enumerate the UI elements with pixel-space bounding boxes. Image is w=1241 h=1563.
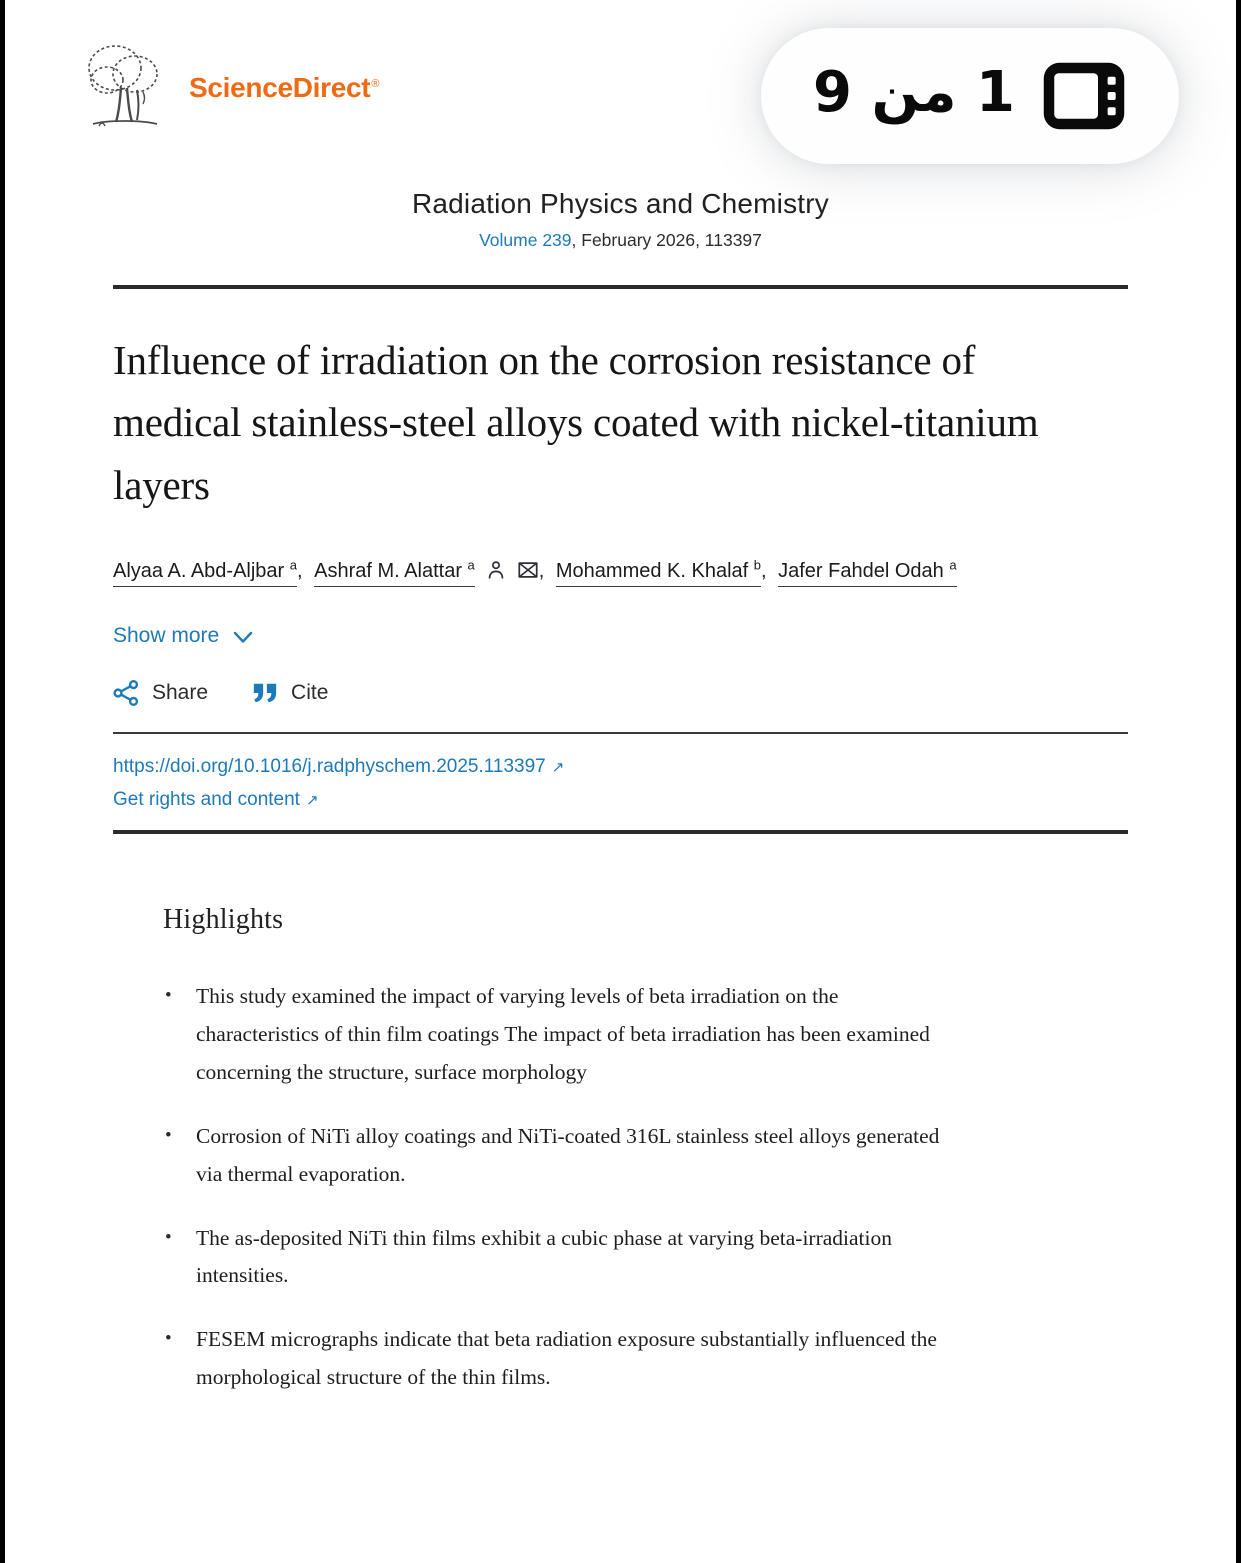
share-icon	[113, 680, 139, 706]
journal-header	[0, 188, 1241, 251]
highlight-item: • This study examined the impact of varying levels of beta irradiation on the characteristics of thin film coatings The impact of beta irradiation has been examined concerning the structure, surface morphology	[163, 978, 963, 1091]
chevron-down-icon	[233, 631, 253, 644]
person-icon[interactable]	[485, 559, 507, 581]
share-button[interactable]	[113, 680, 208, 706]
screen-right-edge	[1236, 0, 1241, 1563]
highlight-item: • The as-deposited NiTi thin films exhibit a cubic phase at varying beta-irradiation intensities.	[163, 1220, 963, 1296]
highlight-item: • FESEM micrographs indicate that beta radiation exposure substantially influenced the morphological structure of the thin films.	[163, 1321, 963, 1397]
author-link[interactable]: Ashraf M. Alattar $^a$	[314, 560, 539, 582]
article-main	[0, 285, 1241, 1397]
doi-link[interactable]: https://doi.org/10.1016/j.radphyschem.2025.113397 ↗	[113, 755, 565, 777]
brand-wordmark: ScienceDirect®	[189, 72, 380, 103]
share-label: Share	[152, 680, 209, 704]
author-separator: ,	[297, 559, 309, 582]
author-separator: ,	[538, 559, 550, 582]
reader-pages-icon	[1041, 61, 1127, 131]
page-indicator-label: 1 من 9	[813, 60, 1015, 125]
action-bar	[113, 680, 1128, 706]
journal-title: Radiation Physics and Chemistry	[411, 188, 830, 219]
cite-label: Cite	[291, 680, 329, 704]
show-more-button[interactable]	[113, 624, 253, 648]
author-list	[113, 552, 1128, 590]
highlights-list	[163, 978, 963, 1396]
registered-mark: ®	[371, 77, 380, 90]
article-title: Influence of irradiation on the corrosion resistance of medical stainless-steel alloys coated with nickel-titanium layers	[113, 337, 1039, 508]
author-link[interactable]: Alyaa A. Abd-Aljbar $^a$	[113, 560, 297, 587]
author-separator: ,	[761, 559, 773, 582]
doi-links-block	[113, 750, 1128, 817]
mid-rule	[113, 732, 1128, 734]
elsevier-tree-logo	[85, 42, 163, 134]
author-link[interactable]: Mohammed K. Khalaf $^b$	[556, 560, 761, 587]
cite-button[interactable]	[252, 680, 328, 706]
external-link-icon: ↗	[305, 791, 319, 810]
sciencedirect-logo[interactable]	[85, 42, 379, 134]
envelope-icon[interactable]	[517, 559, 539, 581]
highlight-item: • Corrosion of NiTi alloy coatings and NiTi-coated 316L stainless steel alloys generated via thermal evaporation.	[163, 1118, 963, 1194]
page-indicator-pill[interactable]	[761, 28, 1179, 164]
journal-issue-line	[0, 230, 1241, 251]
highlights-section	[113, 904, 1128, 1396]
cite-quote-icon	[252, 680, 278, 706]
author-link[interactable]: Jafer Fahdel Odah $^a$	[778, 560, 956, 587]
rights-and-content-link[interactable]: Get rights and content ↗	[113, 789, 319, 811]
highlights-heading: Highlights	[163, 904, 284, 936]
bottom-rule	[113, 830, 1128, 834]
top-rule	[113, 285, 1128, 289]
external-link-icon: ↗	[551, 757, 565, 776]
volume-link[interactable]: Volume 239	[479, 230, 572, 250]
page-header	[0, 0, 1241, 170]
show-more-label: Show more	[113, 623, 220, 647]
screen-left-edge	[0, 0, 5, 1563]
issue-info: , February 2026, 113397	[571, 230, 762, 250]
